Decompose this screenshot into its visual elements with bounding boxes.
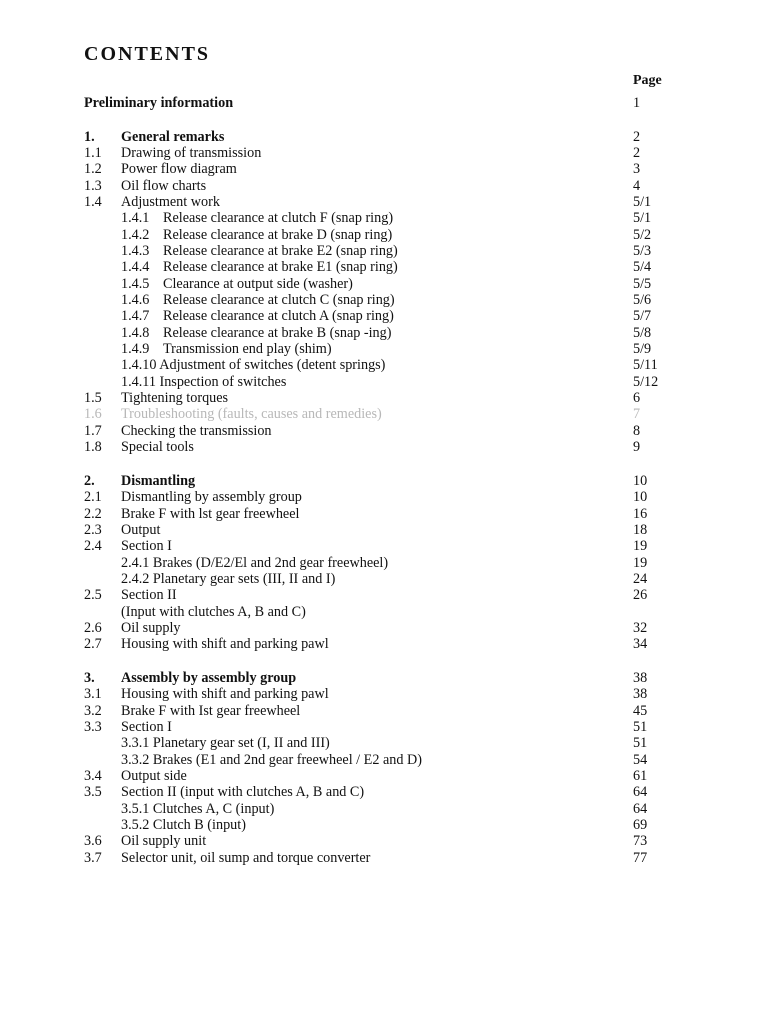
toc-entry-title: Housing with shift and parking pawl <box>121 686 329 703</box>
toc-entry-number: 1.4.4 <box>121 259 150 276</box>
toc-entry-number: 2. <box>84 472 95 489</box>
toc-entry-number: 1.4.1 <box>121 210 150 227</box>
toc-entry-title: Output side <box>121 767 187 784</box>
toc-entry-number: 1. <box>84 128 95 145</box>
toc-entry-number: 3.5 <box>84 784 102 801</box>
table-of-contents <box>84 95 704 866</box>
toc-entry-title: Adjustment work <box>121 194 220 211</box>
toc-entry <box>84 538 704 554</box>
toc-entry-number: 2.3 <box>84 521 102 538</box>
toc-entry <box>84 325 704 341</box>
toc-entry-number: 1.4 <box>84 194 102 211</box>
toc-entry-page: 51 <box>633 718 648 735</box>
toc-entry-number: 2.1 <box>84 489 102 506</box>
toc-entry <box>84 604 704 620</box>
toc-entry <box>84 308 704 324</box>
toc-entry-page: 64 <box>633 800 648 817</box>
toc-entry-title: Power flow diagram <box>121 161 237 178</box>
toc-entry-number: 1.4.9 <box>121 341 150 358</box>
toc-entry-page: 9 <box>633 439 641 456</box>
toc-entry-title: Section I <box>121 538 172 555</box>
toc-entry-title: Release clearance at brake B (snap -ing) <box>163 324 392 341</box>
toc-entry-number: 2.6 <box>84 619 102 636</box>
toc-entry-title: Oil supply <box>121 619 181 636</box>
toc-entry <box>84 670 704 686</box>
toc-entry-page: 24 <box>633 570 648 587</box>
toc-entry-number: 3.4 <box>84 767 102 784</box>
toc-entry-page: 7 <box>633 406 641 423</box>
toc-entry-title: Release clearance at clutch F (snap ring) <box>163 210 394 227</box>
toc-entry <box>84 686 704 702</box>
toc-entry-page: 19 <box>633 554 648 571</box>
toc-entry-page: 38 <box>633 686 648 703</box>
toc-entry-page: 77 <box>633 849 648 866</box>
toc-entry-page: 32 <box>633 619 648 636</box>
toc-entry-number: 3.1 <box>84 686 102 703</box>
toc-entry-number: 1.4.7 <box>121 308 150 325</box>
toc-entry-number: 1.4.5 <box>121 275 150 292</box>
toc-entry-title: Release clearance at brake D (snap ring) <box>163 226 393 243</box>
toc-entry-number: 1.2 <box>84 161 102 178</box>
toc-entry-title: Dismantling by assembly group <box>121 489 302 506</box>
toc-spacer <box>84 111 704 128</box>
toc-entry <box>84 473 704 489</box>
toc-entry-number: 1.5 <box>84 390 102 407</box>
toc-entry-page: 5/1 <box>633 194 652 211</box>
toc-entry-title: Troubleshooting (faults, causes and remedies) <box>121 406 382 423</box>
toc-entry-page: 54 <box>633 751 648 768</box>
toc-entry <box>84 735 704 751</box>
toc-entry-page: 69 <box>633 816 648 833</box>
toc-entry <box>84 636 704 652</box>
toc-entry <box>84 341 704 357</box>
toc-entry-page: 45 <box>633 702 648 719</box>
toc-spacer <box>84 456 704 473</box>
toc-entry-title: Dismantling <box>121 472 196 489</box>
toc-entry-page: 26 <box>633 587 648 604</box>
toc-entry-title: Tightening torques <box>121 390 229 407</box>
toc-entry-page: 3 <box>633 161 641 178</box>
toc-entry-number: 2.4 <box>84 538 102 555</box>
toc-entry <box>84 801 704 817</box>
toc-entry <box>84 703 704 719</box>
toc-entry-title: 3.3.1 Planetary gear set (I, II and III) <box>121 735 330 752</box>
toc-entry <box>84 850 704 866</box>
toc-entry-page: 19 <box>633 538 648 555</box>
toc-entry <box>84 784 704 800</box>
toc-entry-title: Selector unit, oil sump and torque converter <box>121 849 371 866</box>
toc-entry <box>84 555 704 571</box>
toc-entry-number: 2.7 <box>84 636 102 653</box>
toc-entry <box>84 374 704 390</box>
toc-entry-page: 5/9 <box>633 341 652 358</box>
toc-entry <box>84 423 704 439</box>
toc-spacer <box>84 653 704 670</box>
toc-entry-title: Preliminary information <box>84 95 234 111</box>
toc-entry <box>84 833 704 849</box>
toc-entry <box>84 439 704 455</box>
toc-entry-page: 5/11 <box>633 357 658 374</box>
toc-entry-title: Clearance at output side (washer) <box>163 275 353 292</box>
toc-entry-number: 3.3 <box>84 718 102 735</box>
toc-entry-page: 61 <box>633 767 648 784</box>
toc-entry <box>84 620 704 636</box>
toc-entry-page: 73 <box>633 833 648 850</box>
toc-entry-page: 5/8 <box>633 324 652 341</box>
toc-entry-title: 3.3.2 Brakes (E1 and 2nd gear freewheel / E2 and D) <box>121 751 422 768</box>
toc-entry-page: 4 <box>633 177 641 194</box>
toc-entry-title: Assembly by assembly group <box>121 669 297 686</box>
toc-entry-number: 1.3 <box>84 177 102 194</box>
toc-entry-title: Oil supply unit <box>121 833 207 850</box>
toc-entry-number: 3.2 <box>84 702 102 719</box>
toc-entry-number: 1.7 <box>84 422 102 439</box>
toc-entry-page: 2 <box>633 144 641 161</box>
toc-entry-number: 1.4.8 <box>121 324 150 341</box>
toc-entry <box>84 522 704 538</box>
toc-entry <box>84 768 704 784</box>
toc-entry-title: 3.5.2 Clutch B (input) <box>121 816 246 833</box>
toc-entry-title: Brake F with lst gear freewheel <box>121 505 300 522</box>
toc-entry-number: 1.4.3 <box>121 243 150 260</box>
toc-entry-number: 1.4.2 <box>121 226 150 243</box>
toc-entry-title: Release clearance at clutch C (snap ring) <box>163 292 395 309</box>
toc-entry-number: 3.6 <box>84 833 102 850</box>
toc-entry-page: 5/7 <box>633 308 652 325</box>
toc-entry-title: (Input with clutches A, B and C) <box>121 603 306 620</box>
toc-entry-title: General remarks <box>121 128 225 145</box>
toc-entry <box>84 95 704 111</box>
toc-entry-page: 18 <box>633 521 648 538</box>
toc-entry <box>84 489 704 505</box>
toc-entry-title: 1.4.10 Adjustment of switches (detent springs) <box>121 357 386 374</box>
toc-entry <box>84 506 704 522</box>
toc-entry-title: 3.5.1 Clutches A, C (input) <box>121 800 275 817</box>
toc-entry-title: 1.4.11 Inspection of switches <box>121 373 287 390</box>
toc-entry-number: 2.5 <box>84 587 102 604</box>
toc-entry <box>84 390 704 406</box>
toc-entry <box>84 243 704 259</box>
toc-entry-title: Release clearance at brake E1 (snap ring) <box>163 259 398 276</box>
toc-entry-page: 5/6 <box>633 292 652 309</box>
toc-entry <box>84 259 704 275</box>
toc-entry-title: Transmission end play (shim) <box>163 341 332 358</box>
toc-entry-title: Oil flow charts <box>121 177 207 194</box>
toc-entry-page: 16 <box>633 505 648 522</box>
toc-entry-title: Release clearance at brake E2 (snap ring) <box>163 243 398 260</box>
toc-entry <box>84 752 704 768</box>
toc-entry-page: 2 <box>633 128 641 145</box>
toc-entry-title: Drawing of transmission <box>121 144 262 161</box>
toc-entry-number: 1.6 <box>84 406 102 423</box>
toc-entry-title: Section I <box>121 718 172 735</box>
toc-entry-number: 3.7 <box>84 849 102 866</box>
toc-entry <box>84 161 704 177</box>
page-title: CONTENTS <box>84 43 211 65</box>
toc-entry-title: Housing with shift and parking pawl <box>121 636 329 653</box>
toc-entry <box>84 276 704 292</box>
toc-entry-page: 5/4 <box>633 259 652 276</box>
toc-entry-title: 2.4.1 Brakes (D/E2/El and 2nd gear freewheel) <box>121 554 389 571</box>
toc-entry <box>84 571 704 587</box>
toc-entry <box>84 129 704 145</box>
toc-entry <box>84 406 704 422</box>
toc-entry-title: 2.4.2 Planetary gear sets (III, II and I) <box>121 570 336 587</box>
toc-entry-title: Checking the transmission <box>121 422 272 439</box>
toc-entry <box>84 587 704 603</box>
toc-entry <box>84 227 704 243</box>
toc-entry-page: 10 <box>633 472 648 489</box>
toc-entry-title: Special tools <box>121 439 194 456</box>
toc-entry <box>84 357 704 373</box>
toc-entry <box>84 178 704 194</box>
toc-entry-page: 51 <box>633 735 648 752</box>
toc-entry-title: Section II (input with clutches A, B and C) <box>121 784 365 801</box>
toc-entry-page: 5/5 <box>633 275 652 292</box>
toc-entry <box>84 145 704 161</box>
toc-entry-title: Section II <box>121 587 177 604</box>
toc-entry <box>84 817 704 833</box>
toc-entry-title: Release clearance at clutch A (snap ring) <box>163 308 394 325</box>
toc-entry-page: 5/2 <box>633 226 652 243</box>
toc-entry <box>84 292 704 308</box>
toc-entry-page: 34 <box>633 636 648 653</box>
toc-entry <box>84 210 704 226</box>
toc-entry-page: 64 <box>633 784 648 801</box>
toc-entry-page: 6 <box>633 390 641 407</box>
toc-entry-number: 3. <box>84 669 95 686</box>
page-column-header: Page <box>633 73 662 88</box>
toc-entry-number: 1.8 <box>84 439 102 456</box>
toc-entry-page: 1 <box>633 95 641 111</box>
toc-entry-title: Output <box>121 521 161 538</box>
toc-entry <box>84 719 704 735</box>
toc-entry-number: 1.1 <box>84 144 102 161</box>
toc-entry <box>84 194 704 210</box>
toc-entry-number: 1.4.6 <box>121 292 150 309</box>
toc-entry-title: Brake F with Ist gear freewheel <box>121 702 301 719</box>
toc-entry-number: 2.2 <box>84 505 102 522</box>
toc-entry-page: 5/3 <box>633 243 652 260</box>
toc-entry-page: 5/12 <box>633 373 659 390</box>
toc-entry-page: 38 <box>633 669 648 686</box>
toc-entry-page: 10 <box>633 489 648 506</box>
toc-entry-page: 8 <box>633 422 641 439</box>
toc-entry-page: 5/1 <box>633 210 652 227</box>
